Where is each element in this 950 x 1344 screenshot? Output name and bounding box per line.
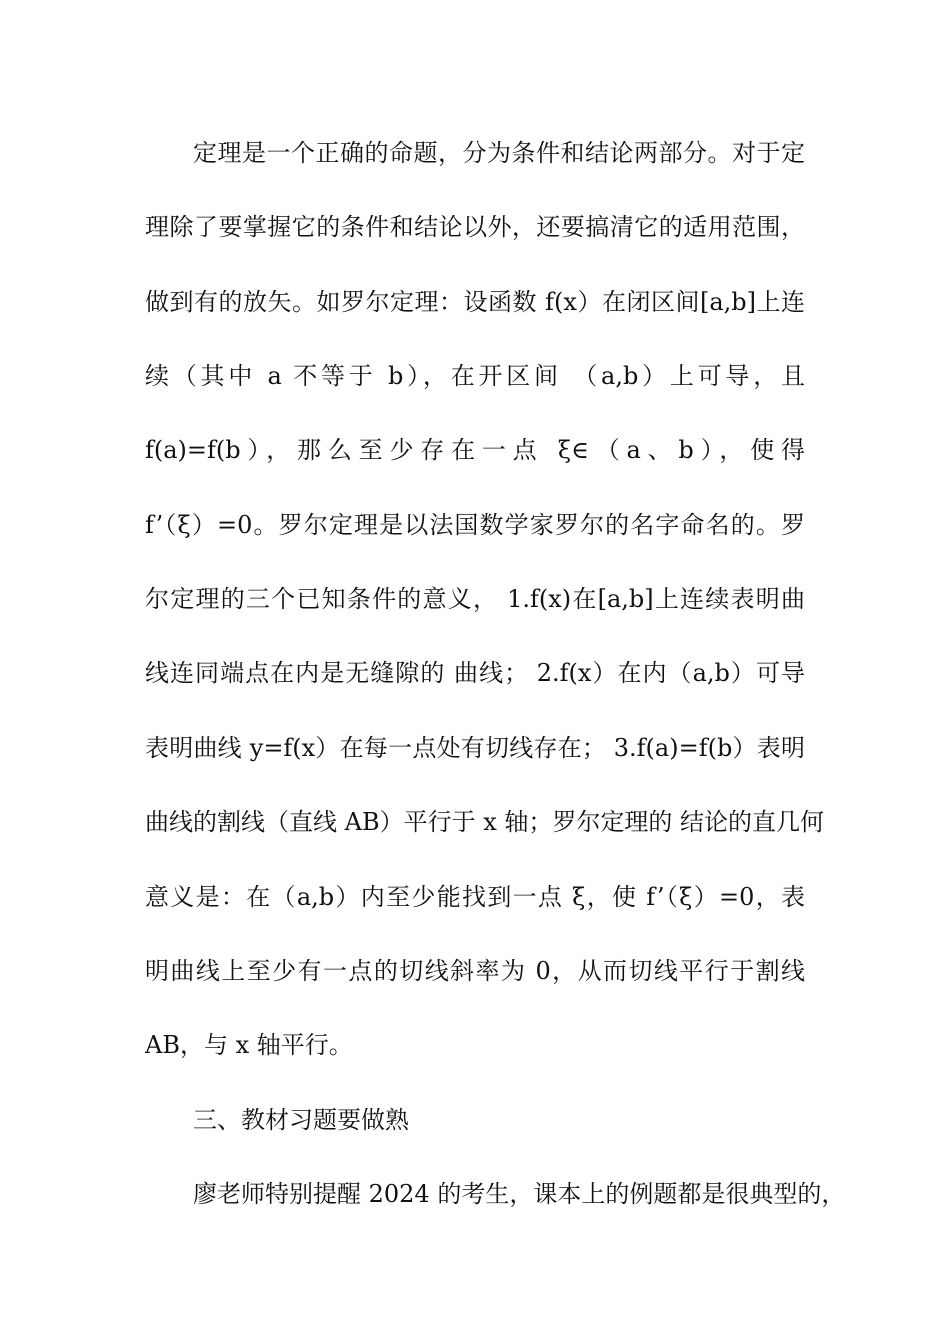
paragraph-line: 尔定理的三个已知条件的意义， 1.f(x)在[a,b]上连续表明曲: [145, 585, 805, 613]
paragraph-line: 定理是一个正确的命题，分为条件和结论两部分。对于定: [193, 139, 805, 167]
paragraph-line: f(a)=f(b），那么至少存在一点 ξ∈（a、b），使得: [145, 436, 805, 464]
paragraph-line: 廖老师特别提醒 2024 的考生，课本上的例题都是很典型的，: [193, 1180, 846, 1208]
paragraph-line: 曲线的割线（直线 AB）平行于 x 轴；罗尔定理的 结论的直几何: [145, 808, 825, 836]
paragraph-line: 表明曲线 y=f(x）在每一点处有切线存在； 3.f(a)=f(b）表明: [145, 734, 805, 762]
paragraph-line: 明曲线上至少有一点的切线斜率为 0，从而切线平行于割线: [145, 957, 805, 985]
paragraph-line: f’（ξ）=0。罗尔定理是以法国数学家罗尔的名字命名的。罗: [145, 511, 805, 539]
section-heading: 三、教材习题要做熟: [193, 1106, 409, 1134]
paragraph-line: AB，与 x 轴平行。: [145, 1031, 353, 1059]
paragraph-line: 理除了要掌握它的条件和结论以外，还要搞清它的适用范围，: [145, 213, 805, 241]
paragraph-line: 做到有的放矢。如罗尔定理：设函数 f(x）在闭区间[a,b]上连: [145, 288, 805, 316]
paragraph-line: 线连同端点在内是无缝隙的 曲线； 2.f(x）在内（a,b）可导: [145, 659, 805, 687]
paragraph-line: 续（其中 a 不等于 b），在开区间 （a,b）上可导，且: [145, 362, 805, 390]
paragraph-line: 意义是：在（a,b）内至少能找到一点 ξ，使 f’（ξ）=0，表: [145, 883, 805, 911]
